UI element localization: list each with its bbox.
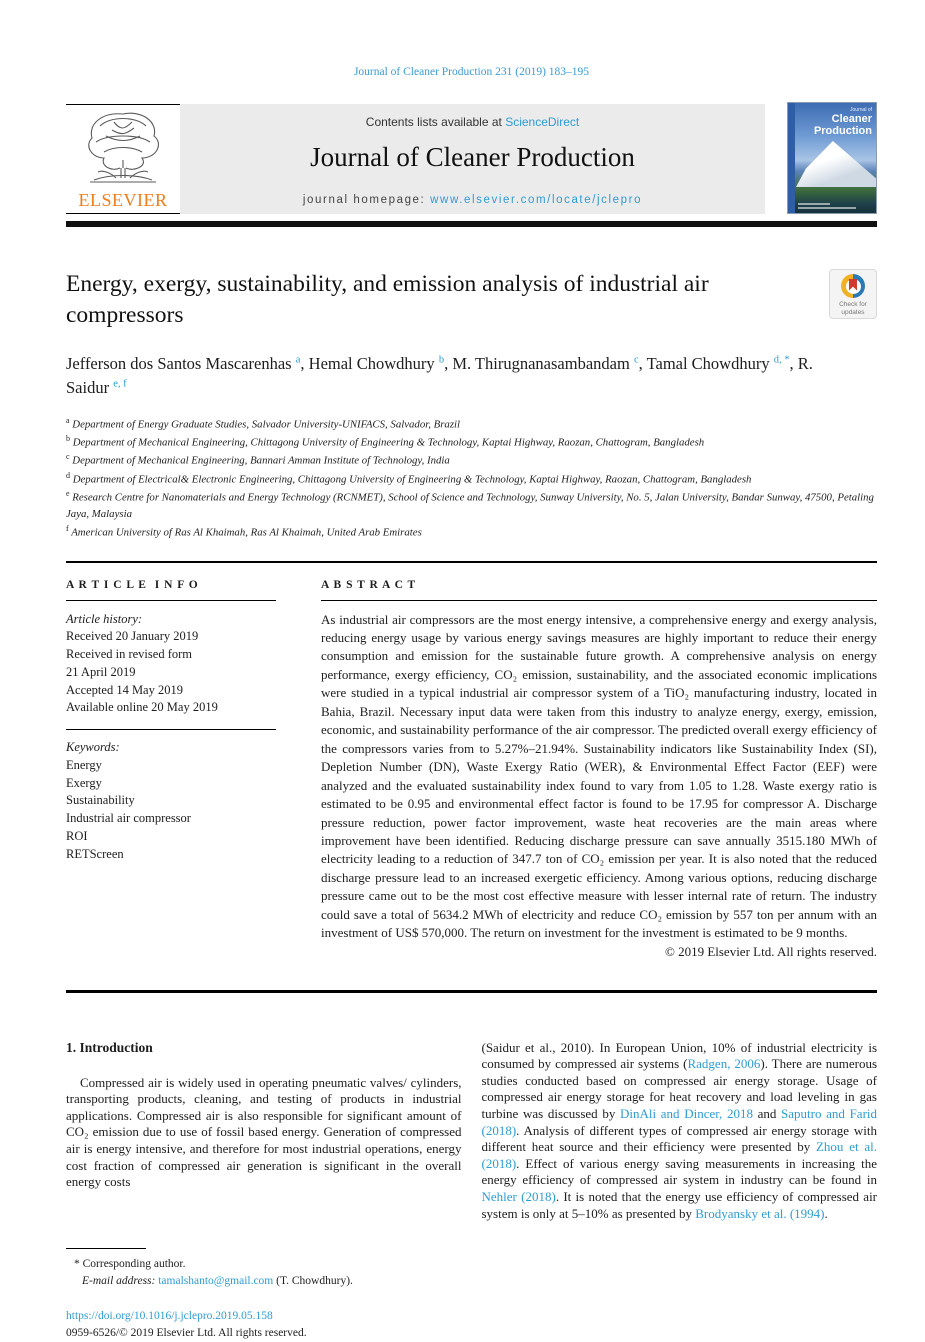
check-for-updates-badge[interactable] (829, 269, 877, 319)
text-segment: Tamal Chowdhury (646, 353, 774, 373)
homepage-label: journal homepage: (302, 194, 431, 206)
cover-title-line2: Production (813, 125, 872, 137)
keywords-block (66, 739, 276, 863)
journal-title: Journal of Cleaner Production (310, 142, 635, 172)
intro-paragraph-left: Compressed air is widely used in operating pneumatic valves/ cylinders, transporting products, cleaning, and testing of products in industrial applications. Compressed air is also responsible for significant amount of CO₂ emission due to use of fossil based energy. Generation of compressed air is energy intensive, and therefore for most industrial operations, energy cost fraction of compressed air generation is significant in the overall energy costs (66, 1074, 462, 1190)
title-row (66, 269, 877, 332)
crossmark-icon (841, 274, 865, 298)
masthead-divider-bar (66, 221, 877, 227)
history-line: 21 April 2019 (66, 664, 136, 679)
text-segment: . (824, 1205, 828, 1221)
text-segment: . It is noted that the energy use efficiency of compressed air system is only at 5–10% as presented by (481, 1189, 878, 1221)
author-affiliation-sup: d, * (773, 354, 790, 366)
info-abstract-section (66, 561, 877, 993)
citation-link[interactable]: DinAli and Dincer, 2018 (620, 1106, 753, 1122)
introduction-heading: 1. Introduction (66, 1039, 153, 1055)
affiliation-line: $^e$ Research Centre for Nanomaterials and Energy Technology (RCNMET), School of Science and Technology, Sunway University, No. 5, Jalan University, Bandar Sunway, 47500, Petaling Jaya, Malaysia (66, 489, 874, 521)
text-segment: R. Saidur (66, 353, 813, 397)
check-updates-label: Check for updates (839, 301, 867, 317)
affiliation-line: $^d$ Department of Electrical& Electronic Engineering, Chittagong University of Engineering & Technology, Kaptai Highway, Raozan, Chattogram, Bangladesh (66, 470, 752, 486)
journal-cover-thumbnail[interactable] (787, 102, 877, 214)
intro-paragraph-right (482, 1040, 878, 1223)
citation-link[interactable]: Nehler (2018) (481, 1189, 556, 1205)
text-segment: Jefferson dos Santos Mascarenhas (66, 353, 296, 373)
abstract-heading: A B S T R A C T (321, 579, 877, 601)
author-affiliation-sup: b (438, 354, 445, 366)
history-line: Available online 20 May 2019 (66, 700, 218, 715)
issn-copyright-line: 0959-6526/© 2019 Elsevier Ltd. All rights reserved. (66, 1326, 307, 1339)
cover-footer-text (798, 207, 856, 209)
abstract-text: As industrial air compressors are the most energy intensive, a comprehensive energy and exergy analysis, reducing energy usage by various energy savings measures are highly important to reduce their energy consumption and emission for the sustainable future growth. A comprehensive analysis on energy performance, exergy efficiency, CO₂ emission, sustainability, and the associated economic implications were studied in a typical industrial air compressor system of a TiO₂ manufacturing industry, located in Bahia, Brazil. Necessary input data were taken from this industry to analyze energy, exergy, emission, economic, and sustainability performance of the air compressor. The predicted overall exergy efficiency of the compressors varies from to 5.27%–21.94%. Sustainability indicators like Sustainability Index (SI), Depletion Number (DN), Waste Exergy Ratio (WER), & Environmental Effect Factor (EEF) were analyzed and the evaluated sustainability index found to vary from 1.05 to 1.28. Waste exergy ratio is estimated to be 0.95 and environmental effect factor is found to be 17.95 for compressor A. Discharge pressure reduction, power factor improvement, waste heat recoveries are the main areas where improvement have been identified. Reducing discharge pressure can save annually 3515.180 MWh of electricity leading to a reduction of 347.7 ton of CO₂ emission per year. It is also noted that the reduced discharge pressure lead to an increased exergetic efficiency. Among various options, reducing discharge pressure came out to be the most cost effective measure with lesser internal rate of return. The industry could save a total of 5634.2 MWh of electricity and reduce CO₂ emission by 557 ton per annum with an investment of US$ 570,000. The return on investment for the investment is estimated to be 9 months. (321, 611, 877, 941)
corresponding-author-note: * Corresponding author. (74, 1258, 186, 1271)
doi-block (66, 1308, 877, 1342)
abstract-column (321, 579, 877, 960)
text-segment: M. Thirugnanasambandam (452, 353, 634, 373)
email-label: E-mail address: (82, 1274, 159, 1287)
abstract-copyright: © 2019 Elsevier Ltd. All rights reserved. (664, 943, 877, 959)
masthead-banner (180, 104, 765, 214)
cover-topline: Journal of (850, 107, 872, 113)
citation-link[interactable]: Zhou et al. (2018) (481, 1139, 877, 1171)
affiliation-list (66, 415, 877, 542)
article-history-label: Article history: (66, 611, 143, 626)
text-segment: , (300, 353, 309, 373)
intro-right-column (482, 1040, 878, 1223)
email-link[interactable]: tamalshanto@gmail.com (158, 1274, 274, 1287)
affiliation-line: $^c$ Department of Mechanical Engineering, Bannari Amman Institute of Technology, India (66, 452, 450, 468)
homepage-url-link[interactable]: www.elsevier.com/locate/jclepro (430, 194, 643, 206)
cover-mountain-art (796, 141, 877, 187)
affiliation-line: $^a$ Department of Energy Graduate Studies, Salvador University-UNIFACS, Salvador, Brazil (66, 415, 461, 431)
contents-line (180, 115, 765, 129)
elsevier-tree-icon (80, 108, 166, 188)
text-segment: Hemal Chowdhury (308, 353, 439, 373)
footnote-block (66, 1248, 877, 1289)
history-line: Accepted 14 May 2019 (66, 682, 183, 697)
elsevier-wordmark: ELSEVIER (78, 190, 168, 210)
doi-link[interactable]: https://doi.org/10.1016/j.jclepro.2019.05.158 (66, 1309, 273, 1322)
email-suffix: (T. Chowdhury). (273, 1274, 353, 1287)
text-segment: , (444, 353, 453, 373)
history-line: Received 20 January 2019 (66, 629, 199, 644)
citation-link[interactable]: Saputro and Farid (2018) (481, 1106, 878, 1138)
cover-left-strip (788, 103, 795, 213)
masthead (66, 104, 877, 214)
introduction-section (66, 1040, 877, 1223)
text-segment: . Analysis of different types of compressed air energy storage with different heat source and their efficiency were presented by (481, 1122, 877, 1155)
keywords-label: Keywords: (66, 740, 120, 755)
text-segment: ). There are numerous studies conducted based on compressed air energy storage. Usage of compressed air energy storage for heat recovery and load leveling in gas turbine was discussed by (481, 1056, 877, 1122)
cover-title-line1: Cleaner (831, 113, 872, 125)
article-history (66, 611, 276, 731)
author-affiliation-sup: a (295, 354, 301, 366)
citation-link[interactable]: Brodyansky et al. (1994) (695, 1205, 825, 1221)
keyword-item: Industrial air compressor (66, 811, 191, 826)
cover-footer-text (798, 203, 830, 205)
footnote-rule (66, 1248, 146, 1249)
keyword-item: RETScreen (66, 846, 124, 861)
elsevier-logo[interactable] (66, 104, 180, 214)
article-info-heading: A R T I C L E I N F O (66, 579, 276, 601)
history-line: Received in revised form (66, 647, 192, 662)
keyword-item: Energy (66, 757, 102, 772)
text-segment: . Effect of various energy saving measurements in increasing the energy efficiency of compressed air system in industry can be found in (481, 1155, 877, 1188)
keyword-item: ROI (66, 828, 88, 843)
journal-citation: Journal of Cleaner Production 231 (2019) 183–195 (353, 66, 590, 78)
author-list (66, 352, 846, 400)
author-affiliation-sup: e, f (113, 378, 127, 390)
text-segment: , (789, 353, 798, 373)
intro-left-column (66, 1040, 462, 1223)
keyword-item: Sustainability (66, 793, 135, 808)
affiliation-line: $^f$ American University of Ras Al Khaimah, Ras Al Khaimah, United Arab Emirates (66, 524, 422, 539)
keyword-item: Exergy (66, 775, 102, 790)
text-segment: (Saidur et al., 2010). In European Union, 10% of industrial electricity is consumed by compressed air systems ( (481, 1039, 877, 1072)
contents-prefix: Contents lists available at (365, 115, 506, 129)
citation-link[interactable]: Radgen, 2006 (687, 1056, 761, 1072)
homepage-line (180, 194, 765, 206)
email-line (66, 1273, 877, 1290)
article-info-column (66, 579, 276, 960)
article-title: Energy, exergy, sustainability, and emission analysis of industrial air compressors (66, 271, 709, 329)
sciencedirect-link[interactable]: ScienceDirect (505, 115, 580, 129)
text-segment: , (638, 353, 647, 373)
author-affiliation-sup: c (633, 354, 639, 366)
affiliation-line: $^b$ Department of Mechanical Engineering, Chittagong University of Engineering & Technology, Kaptai Highway, Raozan, Chattogram, Bangladesh (66, 434, 705, 449)
text-segment: and (752, 1106, 782, 1122)
